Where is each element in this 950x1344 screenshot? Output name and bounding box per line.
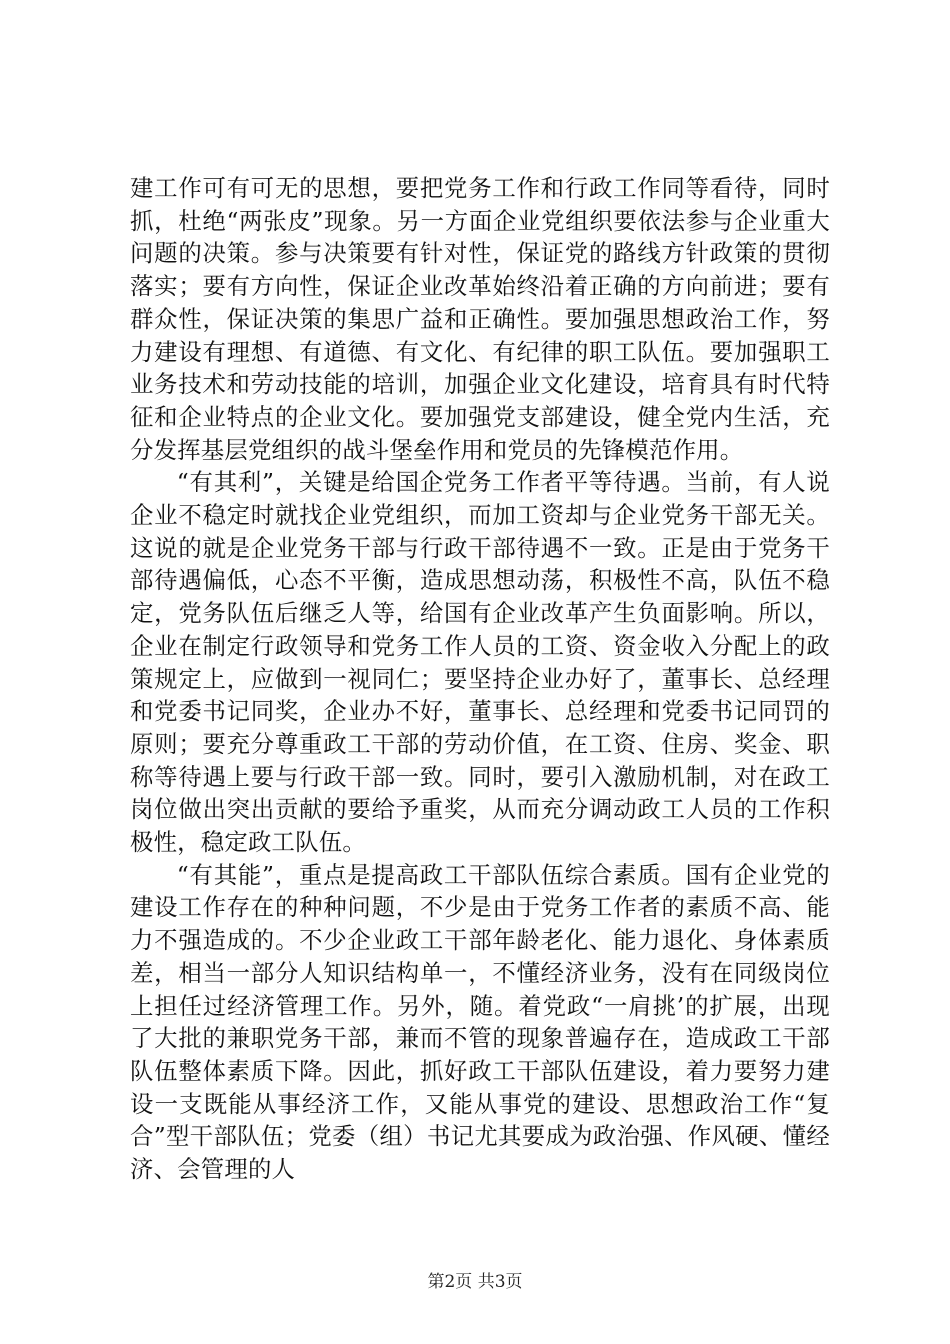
paragraph-you-qi-neng: “有其能”，重点是提高政工干部队伍综合素质。国有企业党的建设工作存在的种种问题，不少是由于党务工作者的素质不高、能力不强造成的。不少企业政工干部年龄老化、能力退化、身体素质差，相当一部分人知识结构单一，不懂经济业务，没有在同级岗位上担任过经济管理工作。另外，随。着党政“一肩挑’的扩展，出现了大批的兼职党务干部，兼而不管的现象普遍存在，造成政工干部队伍整体素质下降。因此，抓好政工干部队伍建设，着力要努力建设一支既能从事经济工作，又能从事党的建设、思想政治工作“复合”型干部队伍；党委（组）书记尤其要成为政治强、作风硬、懂经济、会管理的人 [130,860,830,1184]
page-footer: 第2页 共3页 [427,1272,523,1292]
paragraph-continuation: 建工作可有可无的思想，要把党务工作和行政工作同等看待，同时抓，杜绝“两张皮”现象。另一方面企业党组织要依法参与企业重大问题的决策。参与决策要有针对性，保证党的路线方针政策的贯彻落实；要有方向性，保证企业改革始终沿着正确的方向前进；要有群众性，保证决策的集思广益和正确性。要加强思想政治工作，努力建设有理想、有道德、有文化、有纪律的职工队伍。要加强职工业务技术和劳动技能的培训，加强企业文化建设，培育具有时代特征和企业特点的企业文化。要加强党支部建设，健全党内生活，充分发挥基层党组织的战斗堡垒作用和党员的先锋模范作用。 [130,174,830,464]
paragraph-you-qi-li: “有其利”，关键是给国企党务工作者平等待遇。当前，有人说企业不稳定时就找企业党组织，而加工资却与企业党务干部无关。这说的就是企业党务干部与行政干部待遇不一致。正是由于党务干部待遇偏低，心态不平衡，造成思想动荡，积极性不高，队伍不稳定，党务队伍后继乏人等，给国有企业改革产生负面影响。所以，企业在制定行政领导和党务工作人员的工资、资金收入分配上的政策规定上，应做到一视同仁；要坚持企业办好了，董事长、总经理和党委书记同奖，企业办不好，董事长、总经理和党委书记同罚的原则；要充分尊重政工干部的劳动价值，在工资、住房、奖金、职称等待遇上要与行政干部一致。同时，要引入激励机制，对在政工岗位做出突出贡献的要给予重奖，从而充分调动政工人员的工作积极性，稳定政工队伍。 [130,468,830,857]
document-body [130,172,830,1186]
